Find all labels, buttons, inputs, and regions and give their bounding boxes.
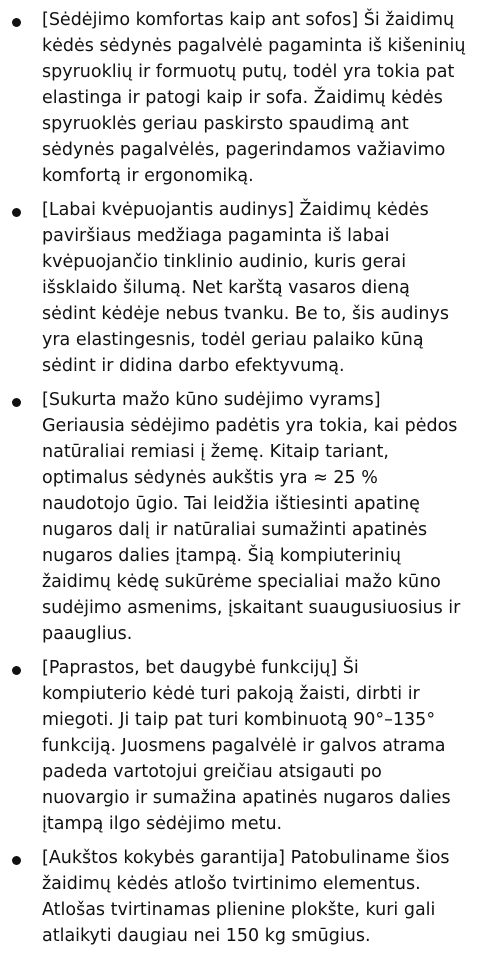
feature-text: [Sukurta mažo kūno sudėjimo vyrams] Geriausia sėdėjimo padėtis yra tokia, kai pėdos natūraliai remiasi į žemę. Kitaip tariant, optimalus sėdynės aukštis yra ≈ 25 % naudotojo ūgio. Tai leidžia ištiesinti apatinę nugaros dalį ir natūraliai sumažinti apatinės nugaros dalies įtampą. Šią kompiuterinių žaidimų kėdę sukūrėme specialiai mažo kūno sudėjimo asmenims, įskaitant suaugusiuosius ir paauglius. [42, 390, 461, 644]
feature-item-small-body-design [0, 387, 487, 647]
bullet-dot-icon [12, 666, 21, 675]
feature-item-breathable-fabric [0, 197, 487, 379]
bullet-dot-icon [12, 856, 21, 865]
feature-text: [Aukštos kokybės garantija] Patobuliname šios žaidimų kėdės atlošo tvirtinimo elementus. Atlošas tvirtinamas plienine plokšte, kuri gali atlaikyti daugiau nei 150 kg smūgius. [42, 848, 450, 946]
feature-text: [Labai kvėpuojantis audinys] Žaidimų kėdės paviršiaus medžiaga pagaminta iš labai kvėpuojančio tinklinio audinio, kuris gerai išsklaido šilumą. Net karštą vasaros dieną sėdint kėdėje nebus tvanku. Be to, šis audinys yra elastingesnis, todėl geriau palaiko kūną sėdint ir didina darbo efektyvumą. [42, 200, 449, 376]
feature-bullet-list [0, 7, 487, 957]
bullet-dot-icon [12, 18, 21, 27]
feature-item-quality-guarantee [0, 845, 487, 949]
feature-text: [Sėdėjimo komfortas kaip ant sofos] Ši žaidimų kėdės sėdynės pagalvėlė pagaminta iš kišeninių spyruoklių ir formuotų putų, todėl yra tokia pat elastinga ir patogi kaip ir sofa. Žaidimų kėdės spyruoklės geriau paskirsto spaudimą ant sėdynės pagalvėlės, pagerindamos važiavimo komfortą ir ergonomiką. [42, 10, 466, 186]
bullet-dot-icon [12, 208, 21, 217]
bullet-dot-icon [12, 398, 21, 407]
feature-item-multifunction [0, 655, 487, 837]
feature-text: [Paprastos, bet daugybė funkcijų] Ši kompiuterio kėdė turi pakoją žaisti, dirbti ir miegoti. Ji taip pat turi kombinuotą 90°–135° funkciją. Juosmens pagalvėlė ir galvos atrama padeda vartotojui greičiau atsigauti po nuovargio ir sumažina apatinės nugaros dalies įtampą ilgo sėdėjimo metu. [42, 658, 451, 834]
feature-item-seat-comfort [0, 7, 487, 189]
